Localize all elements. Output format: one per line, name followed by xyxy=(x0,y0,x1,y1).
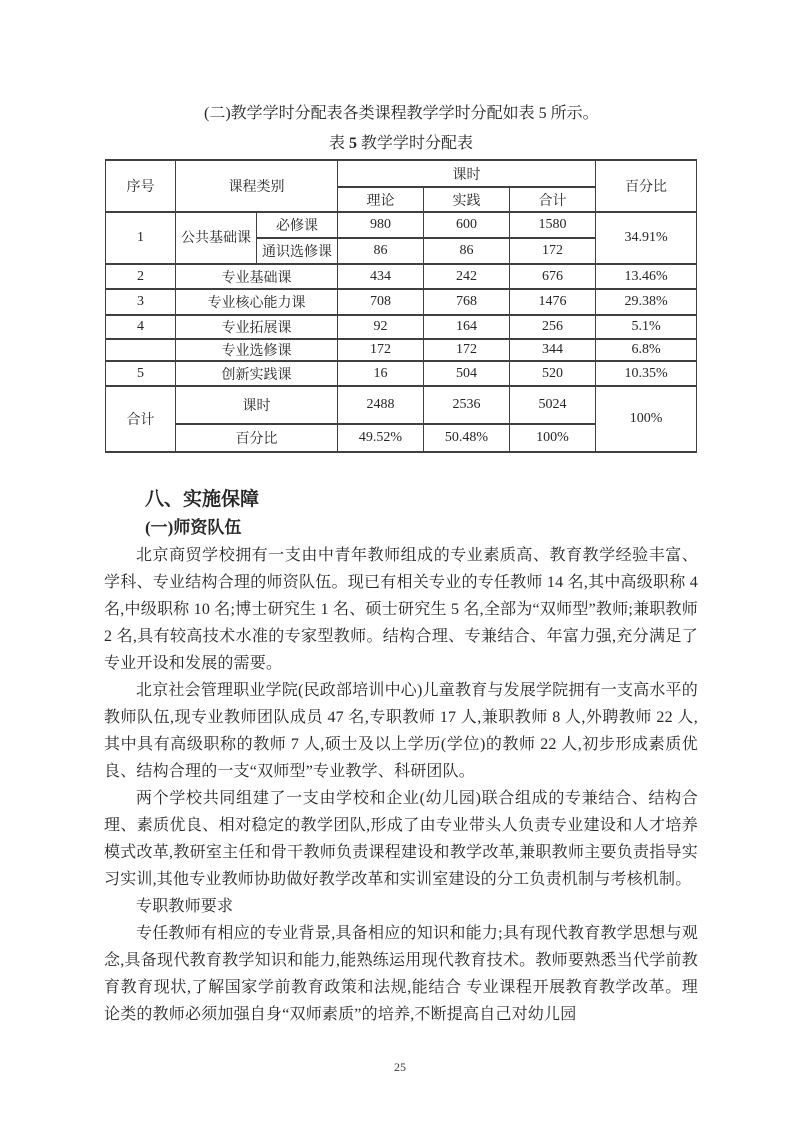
table-caption xyxy=(104,133,698,155)
cell-r4-category: 专业核心能力课 xyxy=(176,289,338,315)
cell-r7-theory: 16 xyxy=(338,361,424,386)
cell-r5-total: 256 xyxy=(510,315,596,339)
cell-total-practice: 2536 xyxy=(424,386,510,424)
table-row-innovation-practice xyxy=(106,361,697,386)
cell-r3-total: 676 xyxy=(510,264,596,289)
header-category: 课程类别 xyxy=(176,160,338,212)
cell-percent-theory: 49.52% xyxy=(338,424,424,452)
cell-r5-theory: 92 xyxy=(338,315,424,339)
header-percent: 百分比 xyxy=(596,160,697,212)
subheading-fulltime-teacher-requirements: 专职教师要求 xyxy=(136,898,234,915)
cell-r5-practice: 164 xyxy=(424,315,510,339)
table-row-public-required xyxy=(106,212,697,238)
paragraph-beijing-trade-school: 北京商贸学校拥有一支由中青年教师组成的专业素质高、教育教学经验丰富、学科、专业结构合理的师资队伍。现已有相关专业的专任教师 14 名,其中高级职称 4 名,中级职称 10 名;博士研究生 1 名、硕士研究生 5 名,全部为“双师型”教师;兼职教师 2 名,具有较高技术水准的专家型教师。结构合理、专兼结合、年富力强,充分满足了专业开设和发展的需要。 xyxy=(104,547,698,672)
cell-r5-seq: 4 xyxy=(106,315,176,339)
subsection-heading-faculty: (一)师资队伍 xyxy=(145,518,242,537)
table-row-core-ability xyxy=(106,289,697,315)
cell-r7-total: 520 xyxy=(510,361,596,386)
cell-percent-label: 百分比 xyxy=(176,424,338,452)
section-heading-implementation: 八、实施保障 xyxy=(145,489,260,510)
cell-percent-practice: 50.48% xyxy=(424,424,510,452)
cell-r1-subcategory: 必修课 xyxy=(257,212,338,238)
cell-r3-percent: 13.46% xyxy=(596,264,697,289)
page-number: 25 xyxy=(394,1060,406,1074)
cell-r1-practice: 600 xyxy=(424,212,510,238)
table-row-professional-basic xyxy=(106,264,697,289)
cell-total-total: 5024 xyxy=(510,386,596,424)
cell-r4-theory: 708 xyxy=(338,289,424,315)
cell-r1-seq: 1 xyxy=(106,212,176,264)
paragraph-social-management-college: 北京社会管理职业学院(民政部培训中心)儿童教育与发展学院拥有一支高水平的教师队伍,现专业教师团队成员 47 名,专职教师 17 人,兼职教师 8 人,外聘教师 22 人,其中具有高级职称的教师 7 人,硕士及以上学历(学位)的教师 22 人,初步形成素质优良、结构合理的一支“双师型”专业教学、科研团队。 xyxy=(104,682,698,780)
header-hours-group: 课时 xyxy=(338,160,596,187)
cell-r7-practice: 504 xyxy=(424,361,510,386)
cell-r1-category-group: 公共基础课 xyxy=(176,212,257,264)
cell-r5-percent: 5.1% xyxy=(596,315,697,339)
cell-total-percent: 100% xyxy=(596,386,697,452)
cell-r4-practice: 768 xyxy=(424,289,510,315)
cell-r6-total: 344 xyxy=(510,339,596,361)
teaching-hours-table xyxy=(105,159,697,453)
cell-r3-theory: 434 xyxy=(338,264,424,289)
cell-total-hours-label: 课时 xyxy=(176,386,338,424)
cell-r7-percent: 10.35% xyxy=(596,361,697,386)
header-total: 合计 xyxy=(510,187,596,212)
cell-total-theory: 2488 xyxy=(338,386,424,424)
cell-r3-seq: 2 xyxy=(106,264,176,289)
header-practice: 实践 xyxy=(424,187,510,212)
table-row-professional-elective xyxy=(106,339,697,361)
cell-r6-percent: 6.8% xyxy=(596,339,697,361)
cell-r5-category: 专业拓展课 xyxy=(176,315,338,339)
cell-r6-seq xyxy=(106,339,176,361)
cell-r2-subcategory: 通识选修课 xyxy=(257,238,338,264)
cell-r6-practice: 172 xyxy=(424,339,510,361)
page-content xyxy=(104,0,698,1028)
section-intro-line: (二)教学学时分配表各类课程教学学时分配如表 5 所示。 xyxy=(204,105,599,122)
cell-r4-total: 1476 xyxy=(510,289,596,315)
header-seq: 序号 xyxy=(106,160,176,212)
cell-r1-total: 1580 xyxy=(510,212,596,238)
table-row-total-hours xyxy=(106,386,697,424)
cell-total-seq: 合计 xyxy=(106,386,176,452)
cell-r2-total: 172 xyxy=(510,238,596,264)
table-caption-number: 5 xyxy=(349,135,357,152)
table-caption-suffix: 教学学时分配表 xyxy=(361,135,474,152)
cell-r6-category: 专业选修课 xyxy=(176,339,338,361)
cell-r3-category: 专业基础课 xyxy=(176,264,338,289)
cell-r2-theory: 86 xyxy=(338,238,424,264)
table-header-row-1 xyxy=(106,160,697,187)
cell-r7-category: 创新实践课 xyxy=(176,361,338,386)
table-row-expansion xyxy=(106,315,697,339)
header-theory: 理论 xyxy=(338,187,424,212)
cell-r4-percent: 29.38% xyxy=(596,289,697,315)
paragraph-teacher-requirements: 专任教师有相应的专业背景,具备相应的知识和能力;具有现代教育教学思想与观念,具备现代教育教学知识和能力,能熟练运用现代教育技术。教师要熟悉当代学前教育教育现状,了解国家学前教育政策和法规,能结合 专业课程开展教育教学改革。理论类的教师必须加强自身“双师素质”的培养,不断提高自己对幼儿园 xyxy=(104,925,698,1023)
cell-r4-seq: 3 xyxy=(106,289,176,315)
paragraph-joint-team: 两个学校共同组建了一支由学校和企业(幼儿园)联合组成的专兼结合、结构合理、素质优良、相对稳定的教学团队,形成了由专业带头人负责专业建设和人才培养模式改革,教研室主任和骨干教师负责课程建设和教学改革,兼职教师主要负责指导实习实训,其他专业教师协助做好教学改革和实训室建设的分工负责机制与考核机制。 xyxy=(104,790,698,888)
table-caption-prefix: 表 xyxy=(328,135,345,152)
cell-r1-percent: 34.91% xyxy=(596,212,697,264)
cell-r6-theory: 172 xyxy=(338,339,424,361)
cell-r2-practice: 86 xyxy=(424,238,510,264)
cell-r1-theory: 980 xyxy=(338,212,424,238)
cell-percent-total: 100% xyxy=(510,424,596,452)
cell-r7-seq: 5 xyxy=(106,361,176,386)
cell-r3-practice: 242 xyxy=(424,264,510,289)
